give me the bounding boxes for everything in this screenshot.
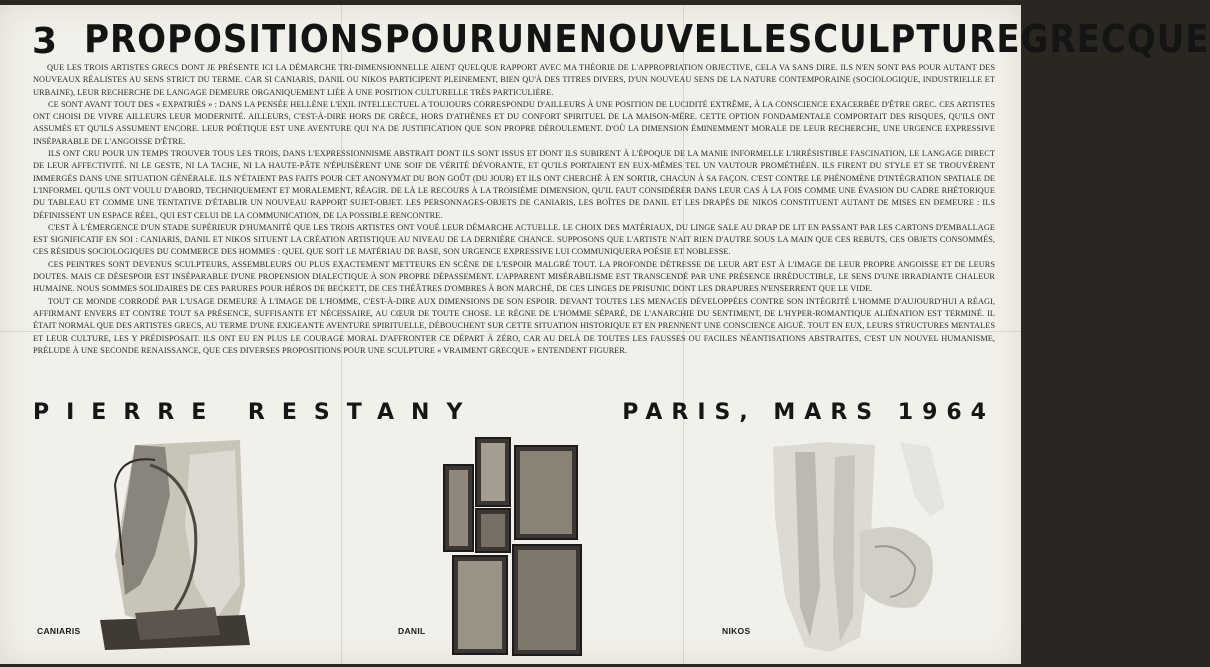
caption-danil: DANIL xyxy=(398,626,426,636)
caption-nikos: NIKOS xyxy=(722,626,751,636)
headline-number: 3 xyxy=(32,21,59,62)
paragraph: QUE LES TROIS ARTISTES GRECS DONT JE PRÉSENTE ICI LA DÉMARCHE TRI-DIMENSIONNELLE AIENT QUELQUE RAPPORT AVEC MA THÉORIE DE L'APPROPRIATION OBJECTIVE, CELA VA SANS DIRE. ILS N'EN SONT PAS POUR AUTANT DES NOUVEAUX RÉALISTES AU SENS STRICT DU TERME. CAR SI CANIARIS, DANIL OU NIKOS PARTICIPENT PLEINEMENT, BIEN QU'À DES TITRES DIVERS, D'UN NOUVEAU SENS DE LA NATURE CONTEMPORAINE (SOCIOLOGIQUE, INDUSTRIELLE ET URBAINE), LEUR RECHERCHE DE LANGAGE DEMEURE ORGANIQUEMENT LIÉE À UNE POSITION CULTURELLE TRÈS PARTICULIÈRE. xyxy=(33,63,995,97)
author-name: PIERRE RESTANY xyxy=(33,400,480,425)
paragraph: ILS ONT CRU POUR UN TEMPS TROUVER TOUS LES TROIS, DANS L'EXPRESSIONNISME ABSTRAIT DONT ILS SONT ISSUS ET DONT ILS SUBIRENT À L'ÉPOQUE DE LA MANIE INFORMELLE L'IRRÉSISTIBLE FASCINATION, LE LANGAGE DIRECT DE LEUR AFFECTIVITÉ. NI LE GESTE, NI LA TACHE, NI LA HAUTE-PÂTE N'ÉPUISÈRENT UNE SOIF DE VÉRITÉ DÉVORANTE, ET QU'ILS PORTAIENT EN EUX-MÊMES TEL UN VAUTOUR PROMÉTHÉEN. ILS FIRENT DU STYLE ET SE TROUVÈRENT IMMERGÉS DANS UNE SITUATION GÉNÉRALE. ILS N'ÉTAIENT PAS FAITS POUR CET ANONYMAT DU BON GOÛT (DU JOUR) ET ILS ONT CHERCHÉ À EN SORTIR, CHACUN À SA FAÇON. C'EST CONTRE LE PHÉNOMÈNE D'INTÉGRATION SPATIALE DE L'INFORMEL QU'ILS ONT VOULU D'ABORD, TECHNIQUEMENT ET MORALEMENT, RÉAGIR. DE LÀ LE RECOURS À LA TROISIÈME DIMENSION, QU'IL FAUT CONSIDÉRER DANS LEUR CAS À LA FOIS COMME UNE ÉVASION DU CADRE RHÉTORIQUE DU TABLEAU ET COMME UNE TENTATIVE D'ÉTABLIR UN NOUVEAU RAPPORT SUJET-OBJET. LES PERSONNAGES-OBJETS DE CANIARIS, LES BOÎTES DE DANIL ET LES DRAPÉS DE NIKOS CONSTITUENT AUTANT DE MISES EN DEMEURE : ILS DÉFINISSENT UN ESPACE RÉEL, QUI EST CELUI DE LA COMMUNICATION, DE LA POSSIBLE RENCONTRE. xyxy=(33,149,995,220)
place-date: PARIS, MARS 1964 xyxy=(622,400,995,425)
headline-word: PROPOSITIONS xyxy=(84,17,385,62)
headline-word: POUR xyxy=(384,17,497,62)
paragraph: CES PEINTRES SONT DEVENUS SCULPTEURS, ASSEMBLEURS OU PLUS EXACTEMENT METTEURS EN SCÈNE DE L'ESPOIR MALGRÉ TOUT. LA PROFONDE DÉTRESSE DE LEUR ART EST À L'IMAGE DE LEUR PROPRE ANGOISSE ET DE LEURS DOUTES. MAIS CE DÉSESPOIR EST INSÉPARABLE D'UNE PROPENSION DIALECTIQUE À SON PROPRE DÉPASSEMENT. L'APPARENT MISÉRABILISME EST TRANSCENDÉ PAR UNE PRÉSENCE IRRÉDUCTIBLE, LE SENS D'UNE IRRADIANTE CHALEUR HUMAINE. NOUS SOMMES SOLIDAIRES DE CES PARURES POUR HÉROS DE BECKETT, DE CES THÉÂTRES D'OMBRES À BON MARCHÉ, DE CES LINGES DE PRISUNIC DONT LES DRAPURES N'ENSERRENT QUE LE VIDE. xyxy=(33,259,995,294)
headline-word: UNE xyxy=(496,17,579,62)
poster-headline xyxy=(32,17,1210,62)
danil-box-image xyxy=(452,555,508,655)
paragraph: TOUT CE MONDE CORRODÉ PAR L'USAGE DEMEURE À L'IMAGE DE L'HOMME, C'EST-À-DIRE AUX DIMENSIONS DE SON ESPOIR. DEVANT TOUTES LES MENACES DÉVELOPPÉES CONTRE SON INTÉGRITÉ L'HOMME D'AUJOURD'HUI A RÉAGI, AFFIRMANT ENVERS ET CONTRE TOUT SA PRÉSENCE, SUFFISANTE ET NÉCESSAIRE, AU CŒUR DE TOUTE CHOSE. LE RÈGNE DE L'HOMME SÉPARÉ, DE L'ANARCHIE DU SENTIMENT, DE L'HYPER-ROMANTIQUE ALIÉNATION EST TERMINÉ. IL ÉTAIT NORMAL QUE DES ARTISTES GRECS, AU TERME D'UNE EXIGEANTE AVENTURE SPIRITUELLE, DÉBOUCHENT SUR CETTE SITUATION HISTORIQUE ET EN PRENNENT UNE CONSCIENCE AIGUË. TOUT EN EUX, LEURS STRUCTURES MENTALES ET LEUR CULTURE, LES Y PRÉDISPOSAIT. ILS ONT EU EN PLUS LE COURAGE MORAL D'AFFRONTER CE DÉPART À ZÉRO, CAR AU DELÀ DE TOUTES LES FAUSSES OU FACILES NÉANTISATIONS ABSTRAITES, C'EST UN NOUVEL HUMANISME, PRÉLUDE À UNE SECONDE RENAISSANCE, QUE CES DIVERSES PROPOSITIONS POUR UNE SCULPTURE « VRAIMENT GRECQUE » ENTENDENT FIGURER. xyxy=(33,296,995,355)
danil-box-image xyxy=(475,437,511,507)
manifesto-text xyxy=(33,62,995,357)
danil-box-image xyxy=(514,445,578,540)
caption-caniaris: CANIARIS xyxy=(37,626,81,636)
headline-word: NOUVELLE xyxy=(578,17,788,62)
danil-box-image xyxy=(512,544,582,656)
caniaris-sculpture-image xyxy=(95,435,255,655)
paragraph: C'EST À L'ÉMERGENCE D'UN STADE SUPÉRIEUR D'HUMANITÉ QUE LES TROIS ARTISTES ONT VOUÉ LEUR DÉMARCHE ACTUELLE. LE CHOIX DES MATÉRIAUX, DU LINGE SALE AU DRAP DE LIT EN PASSANT PAR LES CARTONS D'EMBALLAGE EST SIGNIFICATIF EN SOI : CANIARIS, DANIL ET NIKOS SITUENT LA CRÉATION ARTISTIQUE AU NIVEAU DE LA DERNIÈRE CHANCE. SUPPOSONS QUE L'ARTISTE N'AIT RIEN D'AUTRE SOUS LA MAIN QUE CES REBUTS, CES OBJETS CONSOMMÉS, CES RÉSIDUS SOCIOLOGIQUES DU COMMERCE DES HOMMES : QUEL QUE SOIT LE MATÉRIAU DE BASE, SON URGENCE EXPRESSIVE LUI COMMUNIQUERA POÉSIE ET NOBLESSE. xyxy=(33,222,995,257)
danil-box-image xyxy=(443,464,474,552)
headline-title xyxy=(84,17,1210,62)
headline-word: GRECQUE xyxy=(1020,17,1210,62)
nikos-drapery-image xyxy=(765,437,950,659)
paragraph: CE SONT AVANT TOUT DES « EXPATRIÉS » : DANS LA PENSÉE HELLÈNE L'EXIL INTELLECTUEL A TOUJOURS CORRESPONDU D'AILLEURS À UNE POSITION DE LUCIDITÉ EXTRÊME, À LA CONSCIENCE EXACERBÉE D'ÊTRE GREC. CES ARTISTES ONT CHOISI DE VIVRE AILLEURS LEUR MODERNITÉ. AILLEURS, C'EST-À-DIRE HORS DE GRÈCE, HORS D'ATHÈNES ET DU CONFORT SPIRITUEL DE LA MAISON-MÈRE. CETTE OPTION FONDAMENTALE COMPORTAIT DES RISQUES, QU'ILS ONT ASSUMÉS ET QU'ILS ASSUMENT ENCORE. LEUR POÉTIQUE EST UNE AVENTURE QUI N'A DE JUSTIFICATION QUE SON PROPRE DÉROULEMENT. D'OÙ LA DIMENSION ÉMINEMMENT MORALE DE LEUR RECHERCHE, UNE URGENCE EXPRESSIVE INSÉPARABLE DE L'ANGOISSE D'ÊTRE. xyxy=(33,99,995,146)
danil-box-image xyxy=(475,508,511,553)
headline-word: SCULPTURE xyxy=(787,17,1021,62)
poster-sheet xyxy=(0,5,1210,664)
